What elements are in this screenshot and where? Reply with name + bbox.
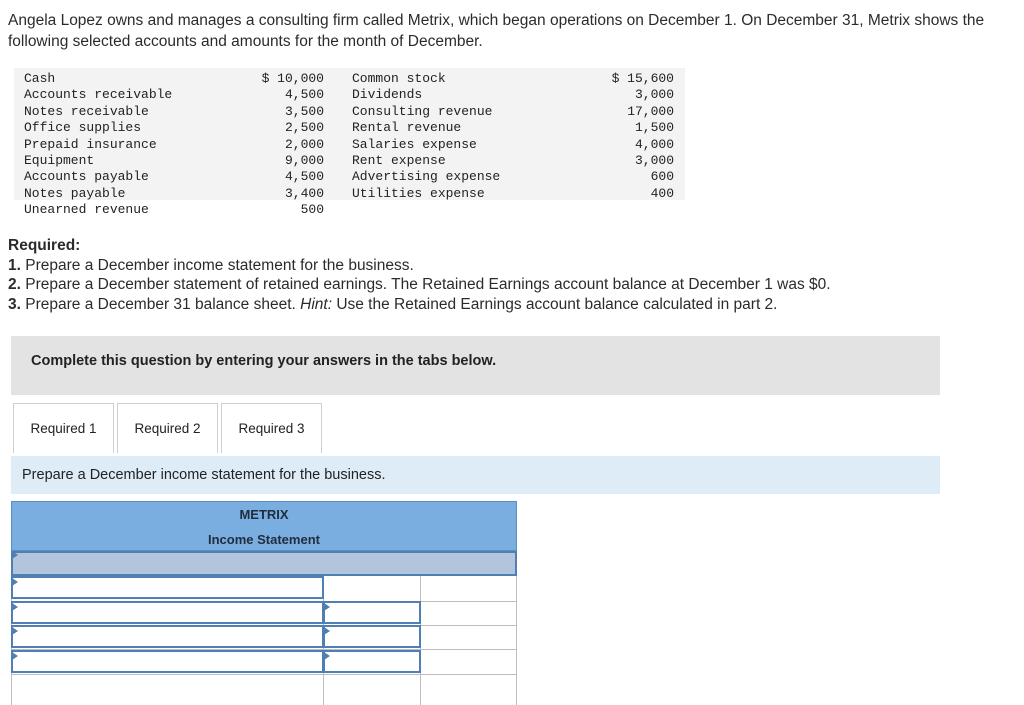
account-amount: 3,500 — [284, 103, 324, 119]
accounts-table — [14, 68, 685, 218]
tab-required-1[interactable]: Required 1 — [13, 403, 114, 453]
account-name: Common stock — [352, 71, 446, 86]
account-name: Rental revenue — [352, 120, 462, 136]
account-name: Notes receivable — [24, 103, 149, 119]
company-name: METRIX — [239, 507, 289, 522]
complete-banner: Complete this question by entering your answers in the tabs below. — [11, 336, 940, 395]
line-item-account-input[interactable] — [11, 576, 324, 599]
account-amount: 400 — [650, 185, 674, 201]
account-amount: 500 — [300, 202, 324, 218]
row-marker-icon — [12, 551, 18, 559]
account-name: Rent expense — [352, 153, 446, 169]
account-amount: 4,500 — [284, 87, 324, 103]
accounts-left-names — [24, 71, 172, 219]
line-item-amount-input[interactable] — [323, 601, 421, 624]
account-amount: 4,000 — [634, 136, 674, 152]
row-marker-icon — [324, 627, 330, 635]
line-item-account-input[interactable] — [11, 650, 324, 673]
account-name: Consulting revenue — [352, 103, 493, 119]
line-item-account-input[interactable] — [11, 601, 324, 624]
account-amount: 1,500 — [634, 120, 674, 136]
row-marker-icon — [12, 578, 18, 586]
account-name: Unearned revenue — [24, 202, 149, 218]
account-name: Cash — [24, 71, 56, 86]
account-name: Dividends — [352, 87, 423, 103]
accounts-right-amounts — [584, 71, 674, 202]
row-marker-icon — [324, 603, 330, 611]
account-amount: 4,500 — [284, 169, 324, 185]
statement-header — [11, 501, 517, 551]
required-item-1: 1. Prepare a December income statement for the business. — [8, 256, 414, 274]
account-amount: $ 15,600 — [611, 71, 674, 86]
tab-required-3[interactable]: Required 3 — [221, 403, 322, 453]
problem-intro: Angela Lopez owns and manages a consulting firm called Metrix, which began operations on December 1. On December 31, Metrix shows the following selected accounts and amounts for the month of December. — [8, 12, 985, 50]
hint-label: Hint: — [300, 295, 332, 313]
tab-required-2[interactable]: Required 2 — [117, 403, 218, 453]
accounts-right-names — [352, 71, 500, 202]
line-item-account-input[interactable] — [11, 625, 324, 648]
required-heading: Required: — [8, 237, 81, 254]
account-name: Accounts payable — [24, 169, 149, 185]
row-marker-icon — [324, 652, 330, 660]
account-amount: 3,400 — [284, 185, 324, 201]
account-amount: 3,000 — [634, 153, 674, 169]
required-item-3: 3. Prepare a December 31 balance sheet. Hint: Use the Retained Earnings account balance calculated in part 2. — [8, 295, 778, 313]
row-marker-icon — [12, 627, 18, 635]
account-amount: 2,500 — [284, 120, 324, 136]
account-name: Utilities expense — [352, 185, 485, 201]
account-amount: 3,000 — [634, 87, 674, 103]
account-amount: $ 10,000 — [261, 71, 324, 86]
income-statement-grid — [11, 576, 517, 705]
statement-title: Income Statement — [208, 532, 320, 547]
account-name: Prepaid insurance — [24, 136, 157, 152]
account-name: Office supplies — [24, 120, 142, 136]
account-name: Equipment — [24, 153, 95, 169]
account-name: Accounts receivable — [24, 87, 173, 103]
required-section — [8, 236, 831, 314]
accounts-left-amounts — [244, 71, 324, 219]
row-marker-icon — [12, 603, 18, 611]
account-amount: 17,000 — [627, 103, 674, 119]
line-item-amount-input[interactable] — [323, 650, 421, 673]
instruction-bar: Prepare a December income statement for the business. — [11, 456, 940, 494]
account-name: Salaries expense — [352, 136, 477, 152]
account-amount: 9,000 — [284, 153, 324, 169]
account-amount: 2,000 — [284, 136, 324, 152]
required-item-2: 2. Prepare a December statement of retained earnings. The Retained Earnings account balance at December 1 was $0. — [8, 276, 831, 293]
account-amount: 600 — [650, 169, 674, 185]
account-name: Notes payable — [24, 185, 126, 201]
statement-date-input[interactable] — [11, 551, 517, 576]
line-item-amount-input[interactable] — [323, 625, 421, 648]
row-marker-icon — [12, 652, 18, 660]
account-name: Advertising expense — [352, 169, 501, 185]
